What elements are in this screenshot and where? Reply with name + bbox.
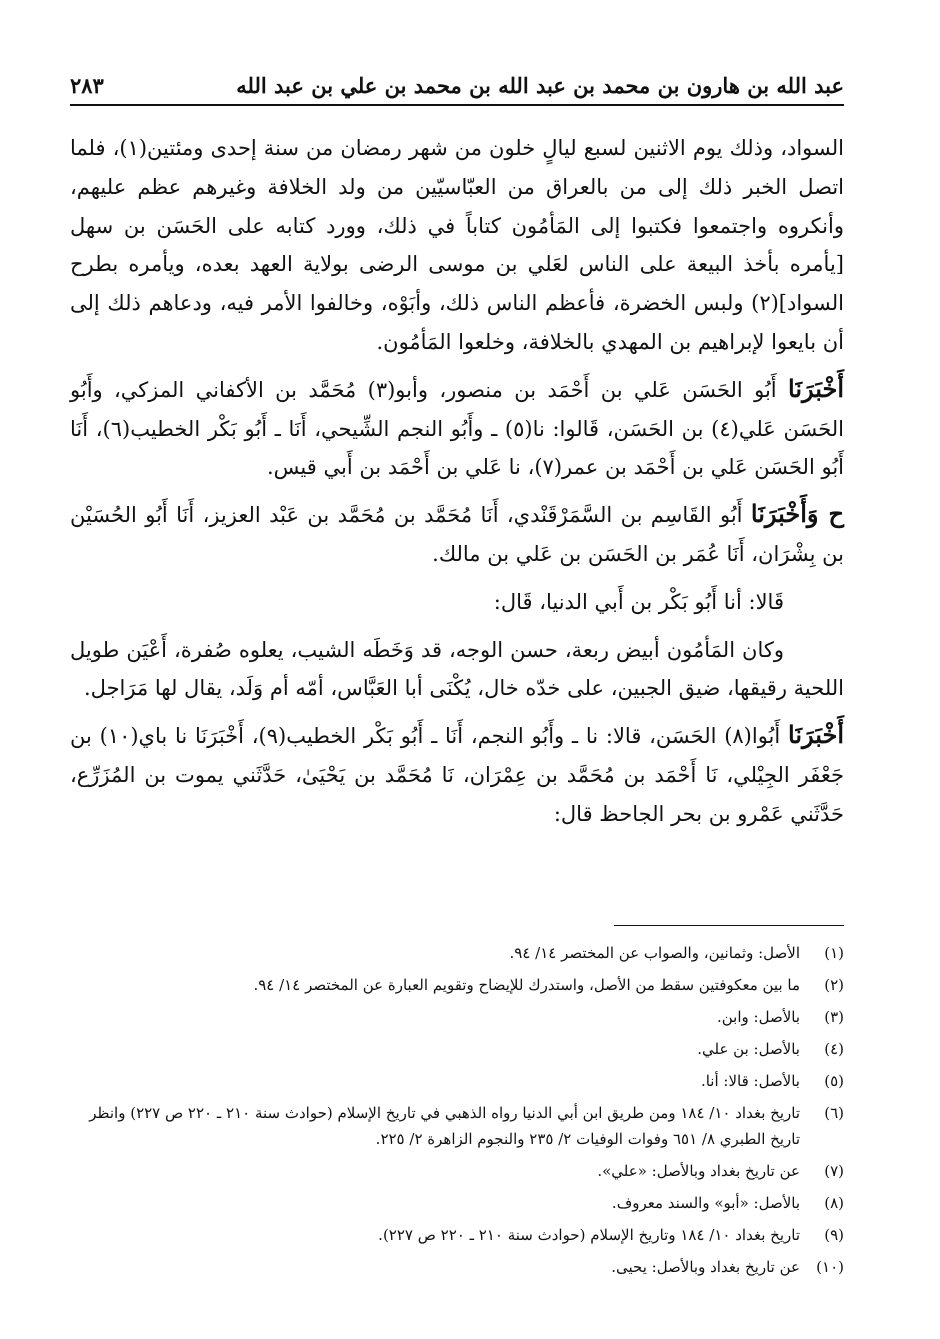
paragraph-lead: أَخْبَرَنَا bbox=[788, 720, 844, 750]
paragraph-text: أَبُوا(٨) الحَسَن، قالا: نا ـ وأَبُو النجم، أَنَا ـ أَبُو بَكْر الخطيب(٩)، أَخْبَرَنَا نا باي(١٠) بن جَعْفَر الجِيْلي، نَا أَحْمَد بن مُحَمَّد بن عِمْرَان، نَا مُحَمَّد بن يَحْيَىٰ، حَدَّثَني يموت بن المُزَرِّع، حَدَّثَني عَمْرو بن بحر الجاحظ قال: bbox=[70, 724, 844, 826]
footnote-number: (٩) bbox=[824, 1226, 844, 1244]
paragraph-text: السواد، وذلك يوم الاثنين لسبع ليالٍ خلون من شهر رمضان من سنة إحدى ومئتين(١)، فلما اتصل الخبر ذلك إلى من بالعراق من العبّاسيّين من ولد الخلافة وغيرهم عظم عليهم، وأنكروه واجتمعوا فكتبوا إلى المَأمُون كتاباً في ذلك، وورد كتابه على الحَسَن بن سهل [يأمره بأخذ البيعة على الناس لعَلي بن موسى الرضى بولاية العهد بعده، ويأمره بطرح السواد](٢) ولبس الخضرة، فأعظم الناس ذلك، وأبَوْه، وخالفوا الأمر فيه، ودعاهم ذلك إلى أن بايعوا لإبراهيم بن المهدي بالخلافة، وخلعوا المَأمُون. bbox=[70, 136, 844, 354]
footnotes bbox=[70, 940, 844, 1286]
paragraph-lead: أَخْبَرَنَا bbox=[788, 373, 844, 403]
footnote bbox=[70, 972, 844, 998]
footnote-text: بالأصل: بن علي. bbox=[697, 1040, 800, 1058]
footnote bbox=[70, 1158, 844, 1184]
footnote-text: بالأصل: «أبو» والسند معروف. bbox=[611, 1194, 800, 1212]
footnote-text: تاريخ بغداد ١٠/ ١٨٤ ومن طريق ابن أبي الدنيا رواه الذهبي في تاريخ الإسلام (حوادث سنة ٢١٠ ـ ٢٢٠ ص ٢٢٧) وانظر تاريخ الطبري ٨/ ٦٥١ وفوات الوفيات ٢/ ٢٣٥ والنجوم الزاهرة ٢/ ٢٢٥. bbox=[89, 1104, 800, 1148]
footnote bbox=[70, 940, 844, 966]
page-number: ٢٨٣ bbox=[70, 73, 104, 98]
footnote bbox=[70, 1004, 844, 1030]
running-title: عبد الله بن هارون بن محمد بن عبد الله بن محمد بن علي بن عبد الله bbox=[236, 73, 844, 98]
paragraph-lead: ح وَأَخْبَرَنَا bbox=[750, 499, 845, 529]
footnote-text: بالأصل: قالا: أنا. bbox=[700, 1072, 800, 1090]
paragraph bbox=[70, 582, 844, 622]
footnote-text: بالأصل: وابن. bbox=[717, 1008, 800, 1026]
paragraph-text: وكان المَأمُون أبيض ربعة، حسن الوجه، قد وَخَطَه الشيب، يعلوه صُفرة، أَعْيَن طويل اللحية رقيقها، ضيق الجبين، على خدّه خال، يُكْنَى أبا العَبَّاس، أمّه أم وَلَد، يقال لها مَرَاجل. bbox=[70, 637, 844, 701]
footnote-number: (٥) bbox=[824, 1072, 844, 1090]
paragraph bbox=[70, 716, 844, 833]
paragraph-text: أَبُو الحَسَن عَلي بن أَحْمَد بن منصور، وأبو(٣) مُحَمَّد بن الأكفاني المزكي، وأَبُو الحَسَن عَلي(٤) بن الحَسَن، قَالوا: نا(٥) ـ وأَبُو النجم الشِّيحي، أَنَا ـ أَبُو بَكْر الخطيب(٦)، أَنَا أَبُو الحَسَن عَلي بن أَحْمَد بن عمر(٧)، نا عَلي بن أَحْمَد بن أَبي قيس. bbox=[70, 377, 844, 480]
footnote bbox=[70, 1068, 844, 1094]
footnote bbox=[70, 1222, 844, 1248]
footnote-text: عن تاريخ بغداد وبالأصل: يحيى. bbox=[611, 1258, 800, 1276]
footnote-number: (١) bbox=[824, 944, 844, 962]
paragraph bbox=[70, 495, 844, 574]
paragraph-text: قَالا: أنا أَبُو بَكْر بن أَبي الدنيا، قَال: bbox=[493, 589, 784, 614]
footnote-number: (٣) bbox=[824, 1008, 844, 1026]
footnote-text: الأصل: وثمانين، والصواب عن المختصر ١٤/ ٩٤. bbox=[509, 944, 800, 962]
footnote-number: (١٠) bbox=[816, 1258, 844, 1276]
footnote-text: عن تاريخ بغداد وبالأصل: «علي». bbox=[597, 1162, 800, 1180]
footnote bbox=[70, 1036, 844, 1062]
paragraph bbox=[70, 630, 844, 709]
main-text bbox=[70, 128, 844, 842]
footnote-number: (٢) bbox=[824, 976, 844, 994]
footnote-separator bbox=[614, 925, 844, 926]
footnote bbox=[70, 1100, 844, 1152]
footnote bbox=[70, 1254, 844, 1280]
footnote-number: (٦) bbox=[824, 1104, 844, 1122]
footnote-number: (٧) bbox=[824, 1162, 844, 1180]
header-rule bbox=[70, 104, 844, 106]
paragraph bbox=[70, 370, 844, 487]
running-header bbox=[70, 58, 844, 98]
paragraph-text: أَبُو القَاسِم بن السَّمَرْقَنْدي، أَنَا مُحَمَّد بن مُحَمَّد بن عَبْد العزيز، أَنَا أَبُو الحُسَيْن بن بِشْرَان، أَنَا عُمَر بن الحَسَن بن عَلي بن مالك. bbox=[70, 503, 844, 566]
footnote-text: ما بين معكوفتين سقط من الأصل، واستدرك للإيضاح وتقويم العبارة عن المختصر ١٤/ ٩٤. bbox=[253, 976, 800, 994]
footnote-text: تاريخ بغداد ١٠/ ١٨٤ وتاريخ الإسلام (حوادث سنة ٢١٠ ـ ٢٢٠ ص ٢٢٧). bbox=[378, 1226, 800, 1244]
paragraph bbox=[70, 128, 844, 362]
footnote-number: (٨) bbox=[824, 1194, 844, 1212]
footnote bbox=[70, 1190, 844, 1216]
footnote-number: (٤) bbox=[824, 1040, 844, 1058]
